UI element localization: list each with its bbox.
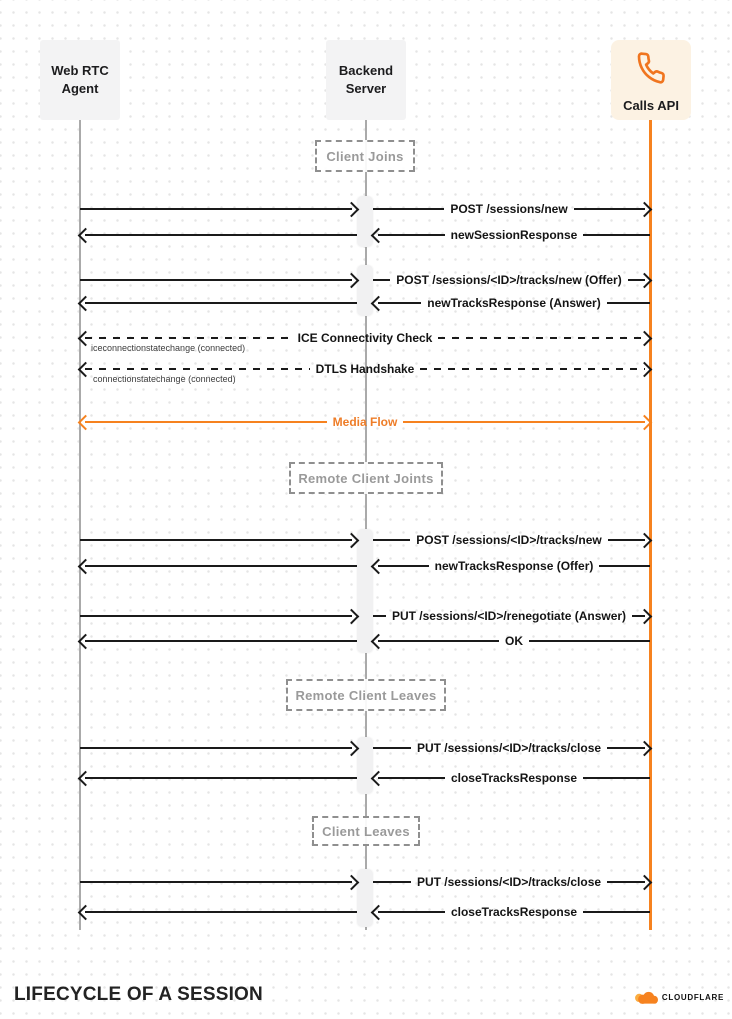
arrow-response-left	[80, 902, 357, 922]
phase-label: Client Leaves	[322, 823, 410, 839]
phase-client-leaves	[312, 816, 420, 846]
actor-label: Agent	[61, 81, 99, 96]
arrow-request-left	[80, 872, 357, 892]
arrow-response-labeled	[373, 225, 650, 245]
arrowhead-right-icon	[637, 414, 653, 430]
arrow-response-left	[80, 631, 357, 651]
message-label: POST /sessions/<ID>/tracks/new	[416, 533, 602, 547]
arrow-response-labeled	[373, 768, 650, 788]
arrowhead-right-icon	[637, 608, 653, 624]
arrow-response-left	[80, 556, 357, 576]
arrowhead-right-icon	[637, 361, 653, 377]
arrowhead-left-icon	[78, 904, 94, 920]
arrowhead-left-icon	[78, 227, 94, 243]
activation-bar	[357, 737, 373, 794]
arrow-response-left	[80, 293, 357, 313]
arrowhead-left-icon	[371, 227, 387, 243]
message-label: POST /sessions/new	[450, 202, 568, 216]
activation-bar	[357, 196, 373, 247]
arrowhead-right-icon	[344, 532, 360, 548]
message-label: PUT /sessions/<ID>/tracks/close	[416, 875, 602, 889]
cloudflare-wordmark: CLOUDFLARE	[661, 992, 724, 1002]
message-label: OK	[505, 634, 523, 648]
arrowhead-right-icon	[344, 201, 360, 217]
phone-icon	[635, 52, 667, 89]
cloudflare-logo	[632, 988, 724, 1006]
arrowhead-left-icon	[78, 633, 94, 649]
arrowhead-right-icon	[637, 272, 653, 288]
actor-webrtc-agent	[40, 40, 120, 120]
arrow-request-left	[80, 270, 357, 290]
arrow-response-labeled	[373, 631, 650, 651]
phase-remote-client-leaves	[286, 679, 446, 711]
message-label: DTLS Handshake	[315, 362, 415, 376]
arrowhead-right-icon	[344, 740, 360, 756]
actor-label: Server	[345, 81, 387, 96]
message-label: newTracksResponse (Offer)	[434, 559, 594, 573]
arrow-request-left	[80, 199, 357, 219]
arrow-response-labeled	[373, 902, 650, 922]
arrowhead-left-icon	[371, 558, 387, 574]
arrow-request-labeled	[373, 606, 650, 626]
actor-label: Web RTC	[51, 63, 109, 79]
actor-backend-server	[326, 40, 406, 120]
arrowhead-right-icon	[637, 532, 653, 548]
activation-bar	[357, 529, 373, 653]
arrow-request-labeled	[373, 872, 650, 892]
arrow-response-left	[80, 225, 357, 245]
cloudflare-cloud-icon	[632, 988, 659, 1006]
actor-label: Calls API	[623, 97, 679, 113]
arrow-request-left	[80, 530, 357, 550]
message-label: ICE Connectivity Check	[297, 331, 433, 345]
arrowhead-left-icon	[78, 361, 94, 377]
arrow-request-labeled	[373, 199, 650, 219]
arrow-request-left	[80, 738, 357, 758]
message-label: PUT /sessions/<ID>/tracks/close	[416, 741, 602, 755]
arrowhead-right-icon	[637, 201, 653, 217]
arrowhead-right-icon	[637, 330, 653, 346]
message-label: closeTracksResponse	[450, 771, 578, 785]
arrowhead-left-icon	[78, 295, 94, 311]
arrow-media-flow	[80, 412, 650, 432]
arrowhead-right-icon	[637, 874, 653, 890]
arrow-request-left	[80, 606, 357, 626]
arrowhead-left-icon	[78, 414, 94, 430]
arrowhead-right-icon	[344, 608, 360, 624]
arrowhead-left-icon	[78, 558, 94, 574]
phase-label: Client Joins	[326, 148, 404, 164]
arrow-request-labeled	[373, 738, 650, 758]
page-title: LIFECYCLE OF A SESSION	[14, 984, 263, 1005]
message-label: closeTracksResponse	[450, 905, 578, 919]
annotation-connectionstatechange: connectionstatechange (connected)	[93, 374, 236, 384]
arrow-response-labeled	[373, 556, 650, 576]
actor-label: Backend	[338, 63, 394, 79]
message-label: newTracksResponse (Answer)	[427, 296, 601, 310]
message-label: PUT /sessions/<ID>/renegotiate (Answer)	[391, 609, 627, 623]
phase-remote-client-joints	[289, 462, 443, 494]
arrow-response-labeled	[373, 293, 650, 313]
message-label: POST /sessions/<ID>/tracks/new (Offer)	[396, 273, 622, 287]
activation-bar	[357, 869, 373, 927]
arrowhead-right-icon	[637, 740, 653, 756]
message-label: Media Flow	[332, 415, 398, 429]
annotation-iceconnectionstatechange: iceconnectionstatechange (connected)	[91, 343, 246, 353]
arrowhead-left-icon	[371, 770, 387, 786]
phase-client-joins	[315, 140, 415, 172]
actor-calls-api	[611, 40, 691, 120]
arrowhead-right-icon	[344, 272, 360, 288]
arrowhead-left-icon	[371, 904, 387, 920]
arrow-request-labeled	[373, 270, 650, 290]
phase-label: Remote Client Joints	[298, 470, 434, 486]
message-label: newSessionResponse	[450, 228, 578, 242]
arrowhead-left-icon	[78, 770, 94, 786]
activation-bar	[357, 265, 373, 316]
arrow-request-labeled	[373, 530, 650, 550]
arrowhead-left-icon	[371, 295, 387, 311]
arrowhead-left-icon	[371, 633, 387, 649]
arrow-response-left	[80, 768, 357, 788]
arrowhead-right-icon	[344, 874, 360, 890]
phase-label: Remote Client Leaves	[295, 687, 437, 703]
